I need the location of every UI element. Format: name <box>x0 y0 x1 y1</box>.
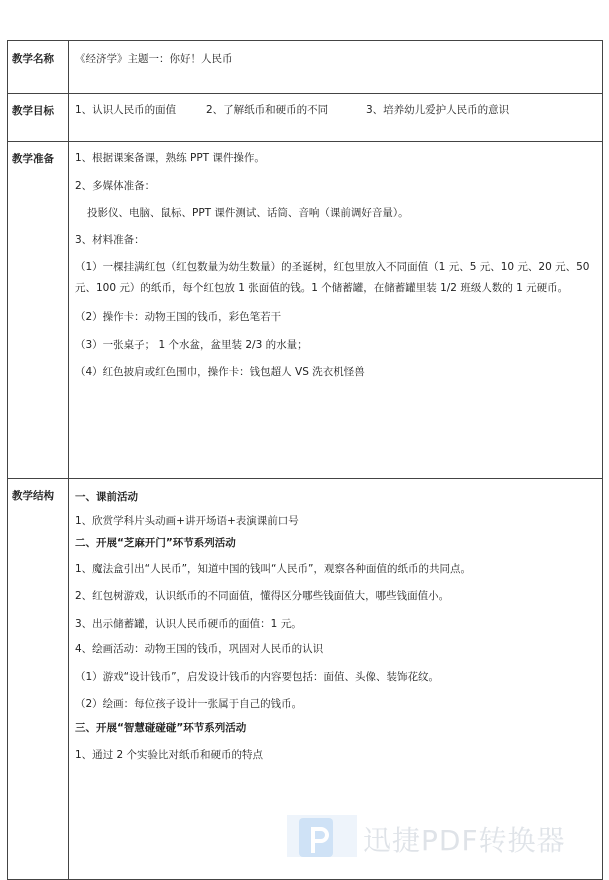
prep-line: 1、根据课案备课，熟练 PPT 课件操作。 <box>75 152 265 164</box>
prep-line: 3、材料准备： <box>75 234 145 246</box>
prep-line: （4）红色披肩或红色围巾，操作卡：钱包超人 VS 洗衣机怪兽 <box>75 366 365 378</box>
lesson-plan-table <box>7 40 603 880</box>
structure-line: （1）游戏“设计钱币”，启发设计钱币的内容要包括：面值、头像、装饰花纹。 <box>75 671 440 683</box>
prep-line: （3）一张桌子； 1 个水盆，盆里装 2/3 的水量； <box>75 339 308 351</box>
goals-value <box>69 94 603 142</box>
row-lesson-name <box>8 41 603 94</box>
structure-line: 3、出示储蓄罐，认识人民币硬币的面值：1 元。 <box>75 618 302 630</box>
prep-line: 投影仪、电脑、鼠标、PPT 课件测试、话筒、音响（课前调好音量）。 <box>87 207 409 219</box>
watermark <box>287 815 609 857</box>
structure-line: （2）绘画：每位孩子设计一张属于自己的钱币。 <box>75 698 303 710</box>
prep-line: 元、100 元）的纸币，每个红包放 1 张面值的钱。1 个储蓄罐，在储蓄罐里装 1/2 班级人数的 1 元硬币。 <box>75 282 569 294</box>
structure-line: 2、红包树游戏，认识纸币的不同面值，懂得区分哪些钱面值大，哪些钱面值小。 <box>75 590 450 602</box>
prep-line: 2、多媒体准备： <box>75 180 156 192</box>
row-preparation <box>8 142 603 479</box>
prep-line: （2）操作卡：动物王国的钱币，彩色笔若干 <box>75 311 282 323</box>
watermark-text: 迅捷PDF转换器 <box>363 824 566 857</box>
structure-label: 教学结构 <box>8 479 69 880</box>
structure-heading: 二、开展“芝麻开门”环节系列活动 <box>75 537 236 549</box>
goal-item: 1、认识人民币的面值 <box>75 104 177 116</box>
prep-line: （1）一棵挂满红包（红包数量为幼生数量）的圣诞树，红包里放入不同面值（1 元、5 元、10 元、20 元、50 <box>75 261 590 273</box>
structure-line: 1、欣赏学科片头动画+讲开场语+表演课前口号 <box>75 515 299 527</box>
structure-line: 1、魔法盒引出“人民币”，知道中国的钱叫“人民币”，观察各种面值的纸币的共同点。 <box>75 563 471 575</box>
lesson-name-value: 《经济学》主题一：你好！人民币 <box>69 41 603 94</box>
row-goals <box>8 94 603 142</box>
watermark-logo-icon <box>287 815 357 857</box>
lesson-name-label: 教学名称 <box>8 41 69 94</box>
goal-item: 3、培养幼儿爱护人民币的意识 <box>366 104 510 116</box>
goal-item: 2、了解纸币和硬币的不同 <box>206 104 329 116</box>
structure-heading: 一、课前活动 <box>75 491 138 503</box>
structure-heading: 三、开展“智慧碰碰碰”环节系列活动 <box>75 722 247 734</box>
structure-line: 1、通过 2 个实验比对纸币和硬币的特点 <box>75 749 264 761</box>
structure-line: 4、绘画活动：动物王国的钱币，巩固对人民币的认识 <box>75 643 324 655</box>
goals-label: 教学目标 <box>8 94 69 142</box>
preparation-label: 教学准备 <box>8 142 69 479</box>
preparation-value <box>69 142 603 479</box>
